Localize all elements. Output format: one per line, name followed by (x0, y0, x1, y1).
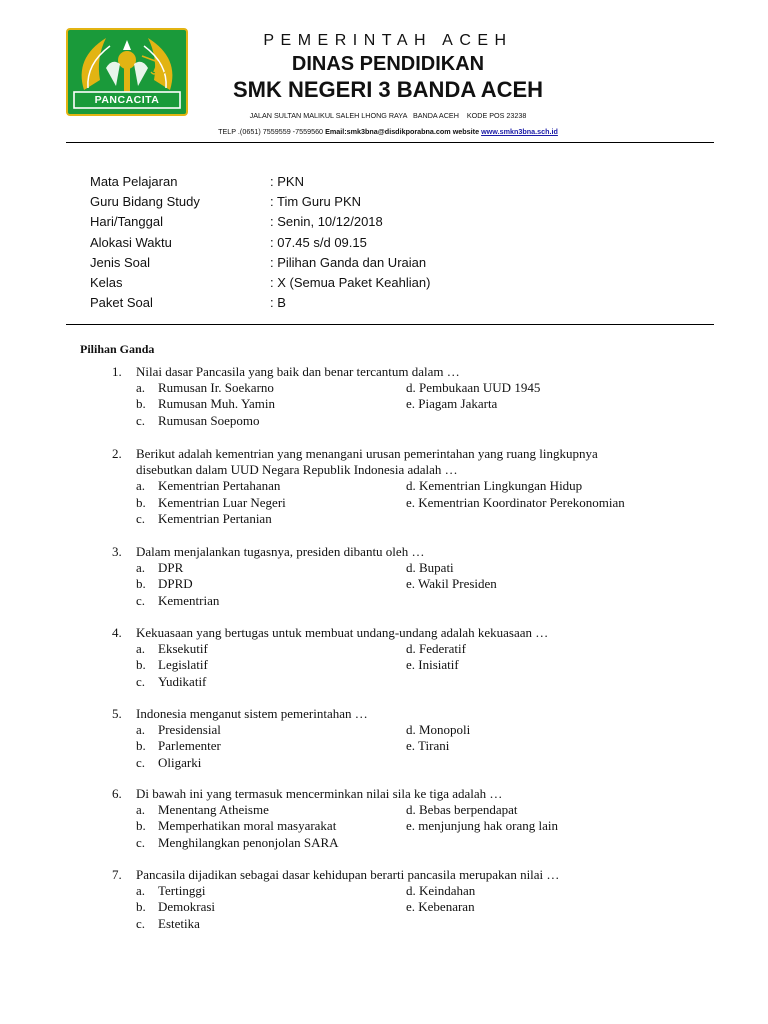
option-text: Eksekutif (158, 641, 208, 657)
option-row (112, 560, 752, 576)
question-item (112, 364, 752, 429)
option-row (112, 835, 752, 851)
option-right: d. Keindahan (406, 883, 476, 899)
info-label: Kelas (90, 274, 123, 290)
question-text: Di bawah ini yang termasuk mencerminkan nilai sila ke tiga adalah … (136, 786, 503, 801)
option-right: d. Federatif (406, 641, 466, 657)
question-number: 6. (112, 786, 122, 801)
option-letter: a. (136, 560, 146, 576)
website-label: website (452, 127, 480, 136)
option-letter: c. (136, 915, 146, 931)
question-item (112, 446, 752, 527)
option-letter: a. (136, 883, 146, 899)
option-row (112, 674, 752, 690)
info-label: Alokasi Waktu (90, 234, 172, 250)
option-right: e. Kebenaran (406, 899, 475, 915)
option-row (112, 380, 752, 396)
option-right: d. Pembukaan UUD 1945 (406, 380, 541, 396)
option-text: Tertinggi (158, 883, 206, 899)
option-letter: b. (136, 494, 146, 510)
option-letter: c. (136, 510, 146, 526)
info-value: : B (270, 295, 286, 311)
option-right: d. Bebas berpendapat (406, 802, 518, 818)
question-line (112, 786, 752, 802)
option-row (112, 802, 752, 818)
school-address: JALAN SULTAN MALIKUL SALEH LHONG RAYA BANDA ACEH KODE POS 23238 (249, 111, 527, 120)
question-text: Pancasila dijadikan sebagai dasar kehidupan berarti pancasila merupakan nilai … (136, 867, 560, 882)
option-row (112, 722, 752, 738)
option-text: DPR (158, 560, 184, 576)
question-item (112, 786, 752, 851)
question-number: 1. (112, 364, 122, 379)
question-line (112, 706, 752, 722)
option-row (112, 657, 752, 673)
question-line (112, 867, 752, 883)
info-label: Jenis Soal (90, 254, 150, 270)
option-text: Estetika (158, 915, 200, 931)
question-item (112, 706, 752, 771)
option-right: d. Kementrian Lingkungan Hidup (406, 478, 583, 494)
option-letter: b. (136, 396, 146, 412)
phone-number: TELP .(0651) 7559559 -7559560 (218, 127, 324, 136)
option-row (112, 593, 752, 609)
option-letter: b. (136, 576, 146, 592)
option-text: Kementrian Luar Negeri (158, 494, 286, 510)
info-label: Guru Bidang Study (90, 194, 200, 210)
info-value: : 07.45 s/d 09.15 (270, 234, 367, 250)
option-text: Memperhatikan moral masyarakat (158, 818, 337, 834)
department-name: DINAS PENDIDIKAN (291, 53, 485, 75)
option-text: Yudikatif (158, 673, 207, 689)
option-text: Kementrian Pertahanan (158, 478, 281, 494)
header-divider (66, 142, 714, 143)
option-row (112, 396, 752, 412)
option-text: Presidensial (158, 722, 221, 738)
info-value: : X (Semua Paket Keahlian) (270, 274, 431, 290)
info-label: Paket Soal (90, 295, 153, 311)
letterhead (190, 30, 586, 137)
question-line (112, 625, 752, 641)
question-text: Indonesia menganut sistem pemerintahan … (136, 706, 368, 721)
option-letter: a. (136, 641, 146, 657)
website-link[interactable]: www.smkn3bna.sch.id (481, 127, 558, 136)
option-text: Rumusan Muh. Yamin (158, 396, 276, 412)
option-row (112, 916, 752, 932)
question-item (112, 867, 752, 932)
question-item (112, 625, 752, 690)
option-right: e. Inisiatif (406, 657, 459, 673)
option-letter: c. (136, 673, 146, 689)
option-row (112, 738, 752, 754)
logo-ribbon-text: PANCACITA (94, 94, 160, 106)
option-row (112, 478, 752, 494)
question-text: Berikut adalah kementrian yang menangani urusan pemerintahan yang ruang lingkupnya (136, 446, 598, 461)
option-letter: a. (136, 380, 146, 396)
option-row (112, 755, 752, 771)
option-right: e. Wakil Presiden (406, 576, 497, 592)
info-label: Hari/Tanggal (90, 214, 163, 230)
question-line (112, 462, 752, 478)
option-row (112, 883, 752, 899)
info-value: : Tim Guru PKN (270, 194, 362, 210)
option-row (112, 511, 752, 527)
option-text: Rumusan Ir. Soekarno (158, 380, 274, 396)
option-text: Parlementer (158, 738, 221, 754)
section-title: Pilihan Ganda (80, 342, 155, 356)
question-number: 2. (112, 446, 122, 461)
option-letter: a. (136, 478, 146, 494)
question-text: Nilai dasar Pancasila yang baik dan benar tercantum dalam … (136, 364, 460, 379)
option-right: d. Bupati (406, 560, 454, 576)
email-address: Email:smk3bna@disdikporabna.com (325, 127, 451, 136)
question-number: 3. (112, 544, 122, 559)
government-name: PEMERINTAH ACEH (263, 32, 513, 49)
option-right: e. Kementrian Koordinator Perekonomian (406, 494, 625, 510)
option-letter: b. (136, 818, 146, 834)
option-right: d. Monopoli (406, 722, 471, 738)
option-text: Demokrasi (158, 899, 216, 915)
question-number: 7. (112, 867, 122, 882)
question-line (112, 446, 752, 462)
option-letter: a. (136, 802, 146, 818)
option-letter: c. (136, 412, 146, 428)
option-letter: a. (136, 722, 146, 738)
question-item (112, 544, 752, 609)
option-text: Menentang Atheisme (158, 802, 269, 818)
option-text: Rumusan Soepomo (158, 412, 260, 428)
option-row (112, 413, 752, 429)
info-value: : Pilihan Ganda dan Uraian (270, 254, 427, 270)
question-number: 5. (112, 706, 122, 721)
option-text: Oligarki (158, 754, 202, 770)
option-text: DPRD (158, 576, 193, 592)
question-line (112, 544, 752, 560)
info-value: : Senin, 10/12/2018 (270, 214, 383, 230)
option-row (112, 641, 752, 657)
question-text: disebutkan dalam UUD Negara Republik Indonesia adalah … (136, 462, 458, 478)
option-letter: c. (136, 754, 146, 770)
question-text: Dalam menjalankan tugasnya, presiden dibantu oleh … (136, 544, 425, 559)
option-right: e. Tirani (406, 738, 450, 754)
option-right: e. Piagam Jakarta (406, 396, 498, 412)
option-row (112, 495, 752, 511)
option-right: e. menjunjung hak orang lain (406, 818, 558, 834)
option-row (112, 818, 752, 834)
question-number: 4. (112, 625, 122, 640)
option-text: Menghilangkan penonjolan SARA (158, 834, 339, 850)
info-divider (66, 324, 714, 325)
school-name: SMK NEGERI 3 BANDA ACEH (232, 77, 544, 102)
option-text: Kementrian Pertanian (158, 510, 272, 526)
option-letter: b. (136, 899, 146, 915)
info-label: Mata Pelajaran (90, 174, 178, 189)
option-letter: b. (136, 657, 146, 673)
option-text: Legislatif (158, 657, 208, 673)
option-row (112, 576, 752, 592)
info-value: : PKN (270, 174, 304, 189)
option-letter: c. (136, 834, 146, 850)
question-text: Kekuasaan yang bertugas untuk membuat undang-undang adalah kekuasaan … (136, 625, 549, 640)
option-letter: c. (136, 592, 146, 608)
contact-line (190, 127, 586, 137)
option-row (112, 899, 752, 915)
option-letter: b. (136, 738, 146, 754)
question-line (112, 364, 752, 380)
option-text: Kementrian (158, 592, 220, 608)
